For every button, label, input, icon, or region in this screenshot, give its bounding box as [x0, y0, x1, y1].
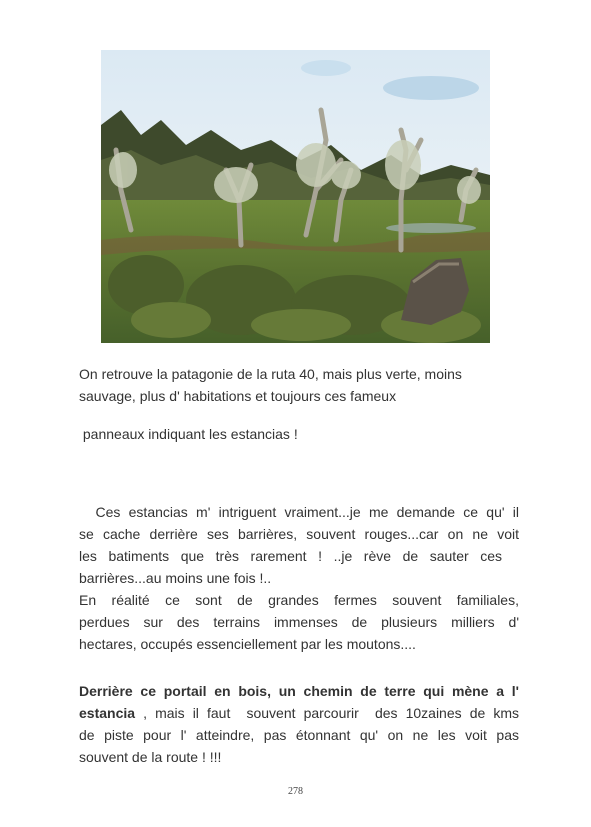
paragraph-estancias — [79, 501, 519, 655]
text-line: Ces estancias m' intriguent vraiment...je me demande ce qu' il — [79, 504, 519, 520]
text-line: de piste pour l' atteindre, pas étonnant qu' on ne les voit pas — [79, 727, 519, 743]
paragraph-portail — [79, 680, 519, 768]
text-line: En réalité ce sont de grandes fermes souvent familiales, — [79, 592, 519, 608]
text-line: souvent de la route ! !!! — [79, 749, 222, 765]
landscape-illustration — [101, 50, 490, 343]
patagonia-landscape-photo — [101, 50, 490, 343]
text-line-rest: , mais il faut souvent parcourir des 10zaines de kms — [135, 705, 519, 721]
text-line: On retrouve la patagonie de la ruta 40, mais plus verte, moins — [79, 366, 462, 382]
bold-text-line: Derrière ce portail en bois, un chemin de terre qui mène a l' — [79, 683, 519, 699]
text-line: sauvage, plus d' habitations et toujours ces fameux — [79, 388, 397, 404]
text-line: les batiments que très rarement ! ..je rève de sauter ces — [79, 548, 502, 564]
text-line: panneaux indiquant les estancias ! — [79, 426, 298, 442]
text-line: perdues sur des terrains immenses de plusieurs milliers d' — [79, 614, 519, 630]
text-line — [79, 702, 519, 724]
paragraph-panneaux — [79, 423, 519, 445]
text-line: barrières...au moins une fois !.. — [79, 570, 272, 586]
paragraph-intro — [79, 363, 519, 407]
bold-word-estancia: estancia — [79, 705, 136, 721]
page-number: 278 — [288, 786, 303, 797]
text-line: se cache derrière ses barrières, souvent rouges...car on ne voit — [79, 526, 519, 542]
text-line: hectares, occupés essenciellement par les moutons.... — [79, 636, 416, 652]
